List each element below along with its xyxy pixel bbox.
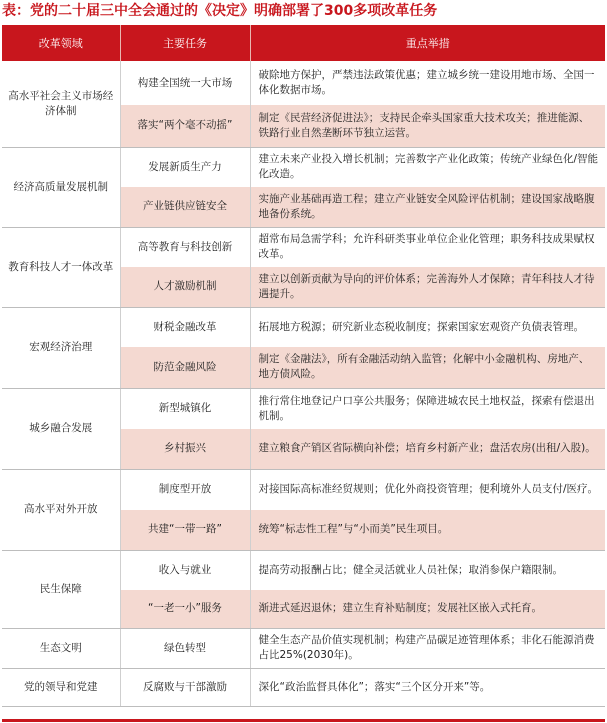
table-row: [2, 147, 605, 187]
table-row: [2, 628, 605, 668]
table-body: [2, 61, 605, 706]
task-cell: 发展新质生产力: [120, 147, 250, 187]
measures-cell: 实施产业基础再造工程；建立产业链安全风险评估机制；建设国家战略腹地备份系统。: [250, 187, 605, 227]
table-row: [2, 668, 605, 706]
table-row: [2, 388, 605, 429]
task-cell: “一老一小”服务: [120, 590, 250, 628]
header-area: 改革领域: [2, 25, 120, 61]
measures-cell: 推行常住地登记户口享公共服务；保障进城农民土地权益，探索有偿退出机制。: [250, 388, 605, 429]
area-cell: 教育科技人才一体改革: [2, 227, 120, 307]
task-cell: 产业链供应链安全: [120, 187, 250, 227]
header-task: 主要任务: [120, 25, 250, 61]
header-measures: 重点举措: [250, 25, 605, 61]
task-cell: 新型城镇化: [120, 388, 250, 429]
task-cell: 乡村振兴: [120, 429, 250, 469]
measures-cell: 健全生态产品价值实现机制；构建产品碳足迹管理体系；非化石能源消费占比25%(2030年)。: [250, 628, 605, 668]
table-row: [2, 61, 605, 105]
task-cell: 构建全国统一大市场: [120, 61, 250, 105]
bottom-rule: [2, 719, 605, 722]
measures-cell: 拓展地方税源；研究新业态税收制度；探索国家宏观资产负债表管理。: [250, 307, 605, 347]
task-cell: 制度型开放: [120, 469, 250, 510]
table-header: [2, 25, 605, 61]
measures-cell: 建立以创新贡献为导向的评价体系；完善海外人才保障；青年科技人才待遇提升。: [250, 267, 605, 307]
measures-cell: 超常布局急需学科；允许科研类事业单位企业化管理；职务科技成果赋权改革。: [250, 227, 605, 267]
measures-cell: 建立未来产业投入增长机制；完善数字产业化政策；传统产业绿色化/智能化改造。: [250, 147, 605, 187]
task-cell: 收入与就业: [120, 550, 250, 590]
task-cell: 绿色转型: [120, 628, 250, 668]
measures-cell: 制定《民营经济促进法》；支持民企牵头国家重大技术攻关；推进能源、铁路行业自然垄断环节独立运营。: [250, 105, 605, 147]
area-cell: 经济高质量发展机制: [2, 147, 120, 227]
table-title: 表：党的二十届三中全会通过的《决定》明确部署了300多项改革任务: [2, 3, 438, 19]
task-cell: 共建“一带一路”: [120, 510, 250, 550]
measures-cell: 建立粮食产销区省际横向补偿；培育乡村新产业；盘活农房(出租/入股)。: [250, 429, 605, 469]
area-cell: 民生保障: [2, 550, 120, 628]
measures-cell: 破除地方保护，严禁违法政策优惠；建立城乡统一建设用地市场、全国一体化数据市场。: [250, 61, 605, 105]
area-cell: 城乡融合发展: [2, 388, 120, 469]
task-cell: 高等教育与科技创新: [120, 227, 250, 267]
task-cell: 防范金融风险: [120, 347, 250, 388]
table-row: [2, 307, 605, 347]
area-cell: 高水平对外开放: [2, 469, 120, 550]
measures-cell: 统筹“标志性工程”与“小而美”民生项目。: [250, 510, 605, 550]
area-cell: 宏观经济治理: [2, 307, 120, 388]
measures-cell: 渐进式延迟退休；建立生育补贴制度；发展社区嵌入式托育。: [250, 590, 605, 628]
task-cell: 财税金融改革: [120, 307, 250, 347]
task-cell: 人才激励机制: [120, 267, 250, 307]
table-row: [2, 227, 605, 267]
area-cell: 生态文明: [2, 628, 120, 668]
task-cell: 落实“两个毫不动摇”: [120, 105, 250, 147]
reform-tasks-table: [2, 25, 605, 707]
measures-cell: 提高劳动报酬占比；健全灵活就业人员社保；取消参保户籍限制。: [250, 550, 605, 590]
area-cell: 党的领导和党建: [2, 668, 120, 706]
table-row: [2, 550, 605, 590]
measures-cell: 深化“政治监督具体化”；落实“三个区分开来”等。: [250, 668, 605, 706]
area-cell: 高水平社会主义市场经济体制: [2, 61, 120, 147]
measures-cell: 制定《金融法》，所有金融活动纳入监管；化解中小金融机构、房地产、地方债风险。: [250, 347, 605, 388]
task-cell: 反腐败与干部激励: [120, 668, 250, 706]
measures-cell: 对接国际高标准经贸规则；优化外商投资管理；便利境外人员支付/医疗。: [250, 469, 605, 510]
table-row: [2, 469, 605, 510]
